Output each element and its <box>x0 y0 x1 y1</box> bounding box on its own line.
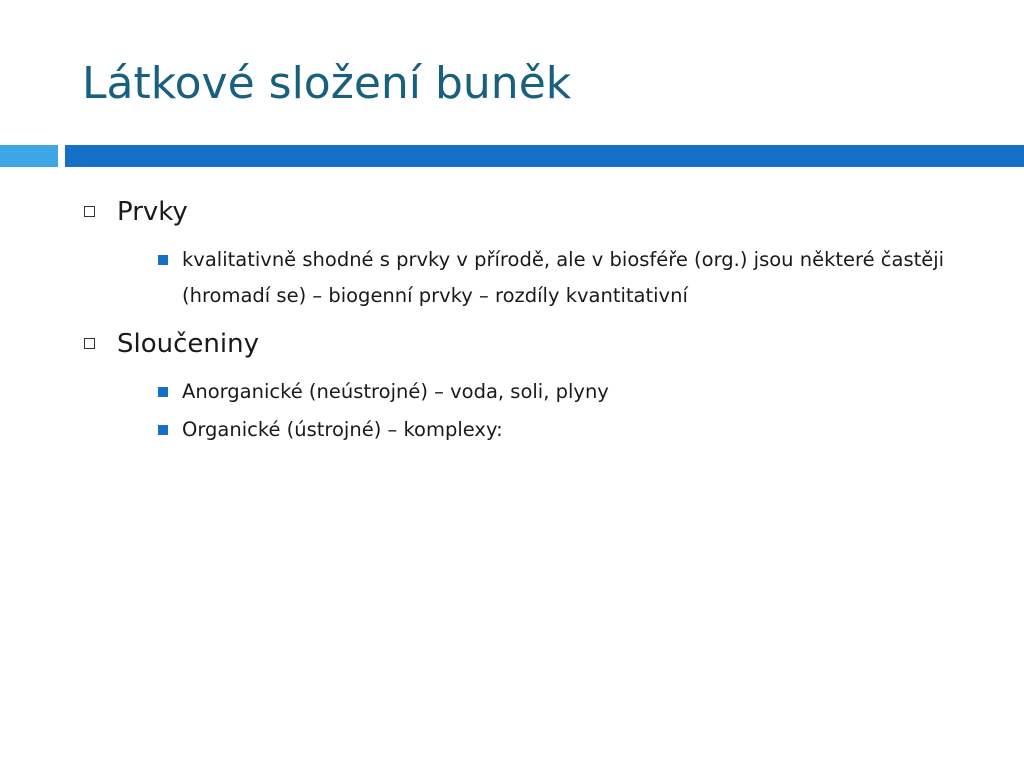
filled-square-bullet-icon <box>158 255 168 265</box>
title-accent-bar-left <box>0 145 58 167</box>
bullet-slouceniny <box>82 322 982 366</box>
sub-bullet <box>156 412 982 448</box>
sub-list-prvky <box>156 242 982 314</box>
hollow-square-bullet-icon <box>84 206 95 217</box>
bullet-prvky <box>82 190 982 234</box>
sub-bullet-text: kvalitativně shodné s prvky v přírodě, ale v biosféře (org.) jsou některé častěji (hromadí se) – biogenní prvky – rozdíly kvantitativní <box>182 248 945 307</box>
bullet-label: Sloučeniny <box>117 329 259 359</box>
hollow-square-bullet-icon <box>84 338 95 349</box>
sub-bullet-text: Organické (ústrojné) – komplexy: <box>182 418 503 441</box>
bullet-label: Prvky <box>117 197 188 227</box>
title-accent-bar <box>65 145 1024 167</box>
slide-content <box>82 190 982 456</box>
filled-square-bullet-icon <box>158 387 168 397</box>
filled-square-bullet-icon <box>158 425 168 435</box>
slide-title: Látkové složení buněk <box>82 58 572 109</box>
sub-list-slouceniny <box>156 374 982 448</box>
sub-bullet <box>156 242 982 314</box>
sub-bullet <box>156 374 982 410</box>
sub-bullet-text: Anorganické (neústrojné) – voda, soli, plyny <box>182 380 609 403</box>
